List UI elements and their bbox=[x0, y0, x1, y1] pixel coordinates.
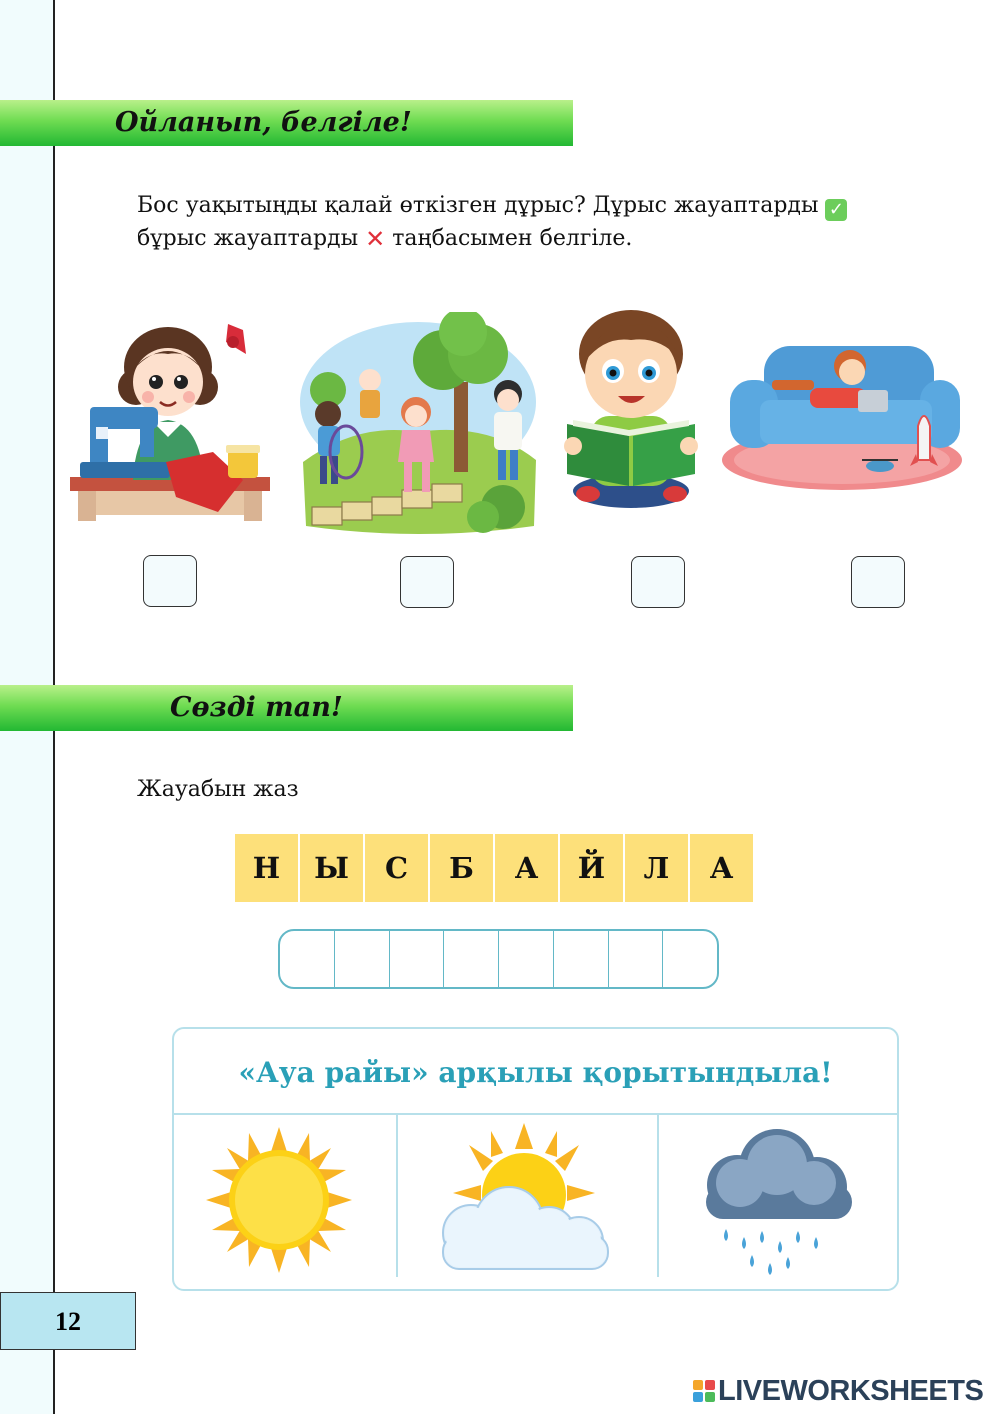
letter-tile: А bbox=[690, 834, 753, 902]
children-playing-image bbox=[298, 312, 538, 538]
answer-letter-cell[interactable] bbox=[280, 931, 335, 987]
answer-letter-cell[interactable] bbox=[499, 931, 554, 987]
divider bbox=[174, 1113, 897, 1115]
letter-tile: Й bbox=[560, 834, 623, 902]
cross-mark-icon: ✕ bbox=[365, 225, 386, 253]
letter-tile: Л bbox=[625, 834, 688, 902]
answer-box-3[interactable] bbox=[631, 556, 685, 608]
answer-letter-cell[interactable] bbox=[554, 931, 609, 987]
letter-tile: Н bbox=[235, 834, 298, 902]
section-banner-find-word bbox=[0, 685, 573, 731]
instruction-text: Жауабын жаз bbox=[137, 777, 299, 802]
answer-box-1[interactable] bbox=[143, 555, 197, 607]
letter-tile: С bbox=[365, 834, 428, 902]
logo-text: LIVEWORKSHEETS bbox=[718, 1374, 984, 1407]
answer-box-2[interactable] bbox=[400, 556, 454, 608]
letter-tile: Ы bbox=[300, 834, 363, 902]
weather-summary-box bbox=[172, 1027, 899, 1291]
answer-letter-cell[interactable] bbox=[335, 931, 390, 987]
answer-letter-cell[interactable] bbox=[444, 931, 499, 987]
answer-word-input[interactable] bbox=[278, 929, 719, 989]
liveworksheets-logo bbox=[693, 1376, 983, 1406]
sun-behind-clouds-icon bbox=[429, 1123, 624, 1275]
answer-letter-cell[interactable] bbox=[390, 931, 445, 987]
weather-title: «Ауа райы» арқылы қорытындыла! bbox=[238, 1056, 833, 1089]
girl-sewing-image bbox=[68, 312, 273, 524]
divider bbox=[396, 1115, 398, 1277]
section-title: Сөзді тап! bbox=[170, 692, 343, 723]
rain-cloud-icon bbox=[692, 1125, 857, 1277]
page-number: 12 bbox=[0, 1292, 136, 1350]
answer-letter-cell[interactable] bbox=[663, 931, 717, 987]
answer-letter-cell[interactable] bbox=[609, 931, 664, 987]
boy-tablet-sofa-image bbox=[720, 336, 964, 494]
section-title: Ойланып, белгіле! bbox=[115, 107, 412, 138]
answer-box-4[interactable] bbox=[851, 556, 905, 608]
sun-icon bbox=[204, 1125, 354, 1275]
scrambled-letters bbox=[235, 834, 755, 902]
check-mark-icon: ✓ bbox=[825, 199, 847, 221]
boy-reading-image bbox=[563, 306, 698, 509]
liveworksheets-logo-icon bbox=[693, 1380, 715, 1402]
instruction-text: Бос уақытыңды қалай өткізген дұрыс? Дұрыс жауаптарды ✓ бұрыс жауаптарды ✕ таңбасымен белгіле. bbox=[137, 189, 937, 256]
section-banner-think bbox=[0, 100, 573, 146]
letter-tile: А bbox=[495, 834, 558, 902]
letter-tile: Б bbox=[430, 834, 493, 902]
divider bbox=[657, 1115, 659, 1277]
